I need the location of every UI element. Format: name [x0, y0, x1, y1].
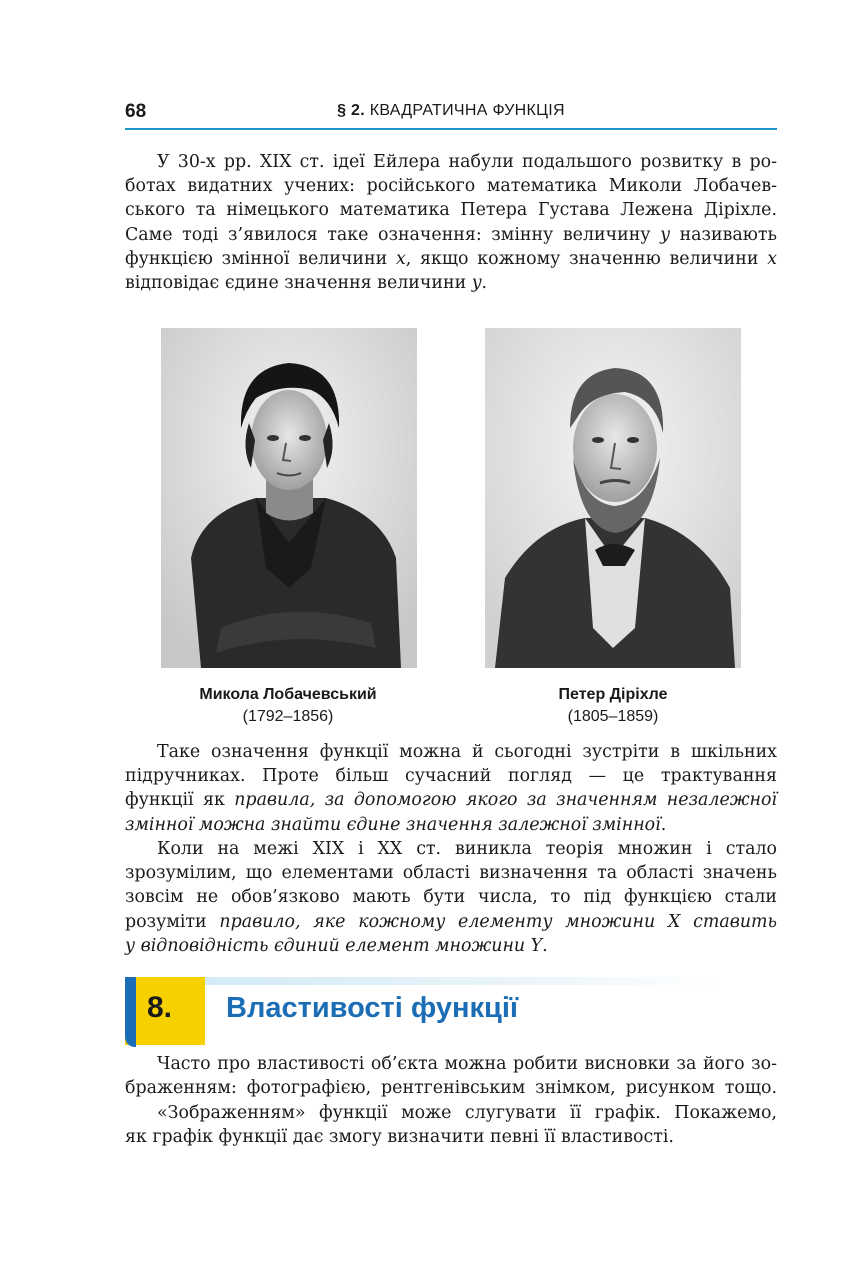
text-line: підручниках. Проте більш сучасний погляд — це трактування	[125, 766, 777, 787]
text-line: функції як правила, за допомогою якого за значенням незалежної	[125, 790, 777, 811]
section-box-edge	[125, 977, 136, 1047]
section-number-box	[125, 977, 205, 1047]
section-band	[125, 977, 725, 985]
text-line: розуміти правило, яке кожному елементу множини X ставить	[125, 911, 778, 932]
section-number: 8.	[147, 991, 173, 1024]
person-name: Микола Лобачевський	[199, 686, 377, 703]
text-line: браженням: фотографією, рентгенівським знімком, рисунком тощо.	[125, 1078, 777, 1099]
text-line: у відповідність єдиний елемент множини Y.	[125, 935, 548, 956]
var-y: y	[660, 224, 670, 245]
text-line: У 30-х рр. XIX ст. ідеї Ейлера набули подальшого розвитку в ро-	[157, 152, 777, 172]
paragraph-4	[125, 1052, 777, 1100]
section-mark: § 2.	[337, 102, 365, 119]
text-line: Коли на межі XIX і XX ст. виникла теорія множин і стало	[157, 839, 777, 859]
paragraph-3	[125, 837, 777, 958]
caption-lobachevsky	[138, 684, 438, 728]
text-line: змінної можна знайти єдине значення залежної змінної.	[125, 814, 667, 835]
text-line: «Зображенням» функції може слугувати її графік. Покажемо,	[157, 1103, 777, 1123]
text-line: Саме тоді з’явилося таке означення: змінну величину y називають	[125, 224, 778, 245]
text-line: Часто про властивості об’єкта можна робити висновки за його зо-	[157, 1054, 777, 1074]
person-years: (1792–1856)	[242, 708, 334, 725]
paragraph-2	[125, 740, 777, 837]
text-line: як графік функції дає змогу визначити певні її властивості.	[125, 1127, 674, 1148]
text-line: ського та німецького математика Петера Густава Лежена Діріхле.	[125, 200, 777, 221]
text-line: зовсім не обов’язково мають бути числа, то під функцією стали	[125, 887, 777, 908]
text-line: Таке означення функції можна й сьогодні зустріти в шкільних	[157, 742, 777, 762]
var-y: y	[471, 273, 482, 294]
caption-dirichlet	[463, 684, 763, 728]
header-rule	[125, 128, 777, 130]
portrait-dirichlet	[485, 328, 741, 668]
text-line: відповідає єдине значення величини y.	[125, 273, 488, 294]
page-number: 68	[125, 101, 147, 122]
running-title	[125, 102, 777, 120]
var-x: x	[767, 248, 778, 269]
person-years: (1805–1859)	[567, 708, 659, 725]
paragraph-5	[125, 1101, 777, 1149]
var-x: x	[395, 248, 406, 269]
text-line: функцією змінної величини x, якщо кожному значенню величини x	[125, 248, 778, 269]
person-name: Петер Діріхле	[558, 686, 668, 703]
section-title: Властивості функції	[226, 992, 519, 1024]
paragraph-1	[125, 150, 777, 295]
text-line: зрозумілим, що елементами області визначення та області значень	[125, 863, 777, 884]
page-header	[125, 100, 777, 128]
text-line: ботах видатних учених: російського математика Миколи Лобачев-	[125, 176, 777, 197]
chapter-title: КВАДРАТИЧНА ФУНКЦІЯ	[369, 102, 565, 119]
portrait-lobachevsky	[161, 328, 417, 668]
